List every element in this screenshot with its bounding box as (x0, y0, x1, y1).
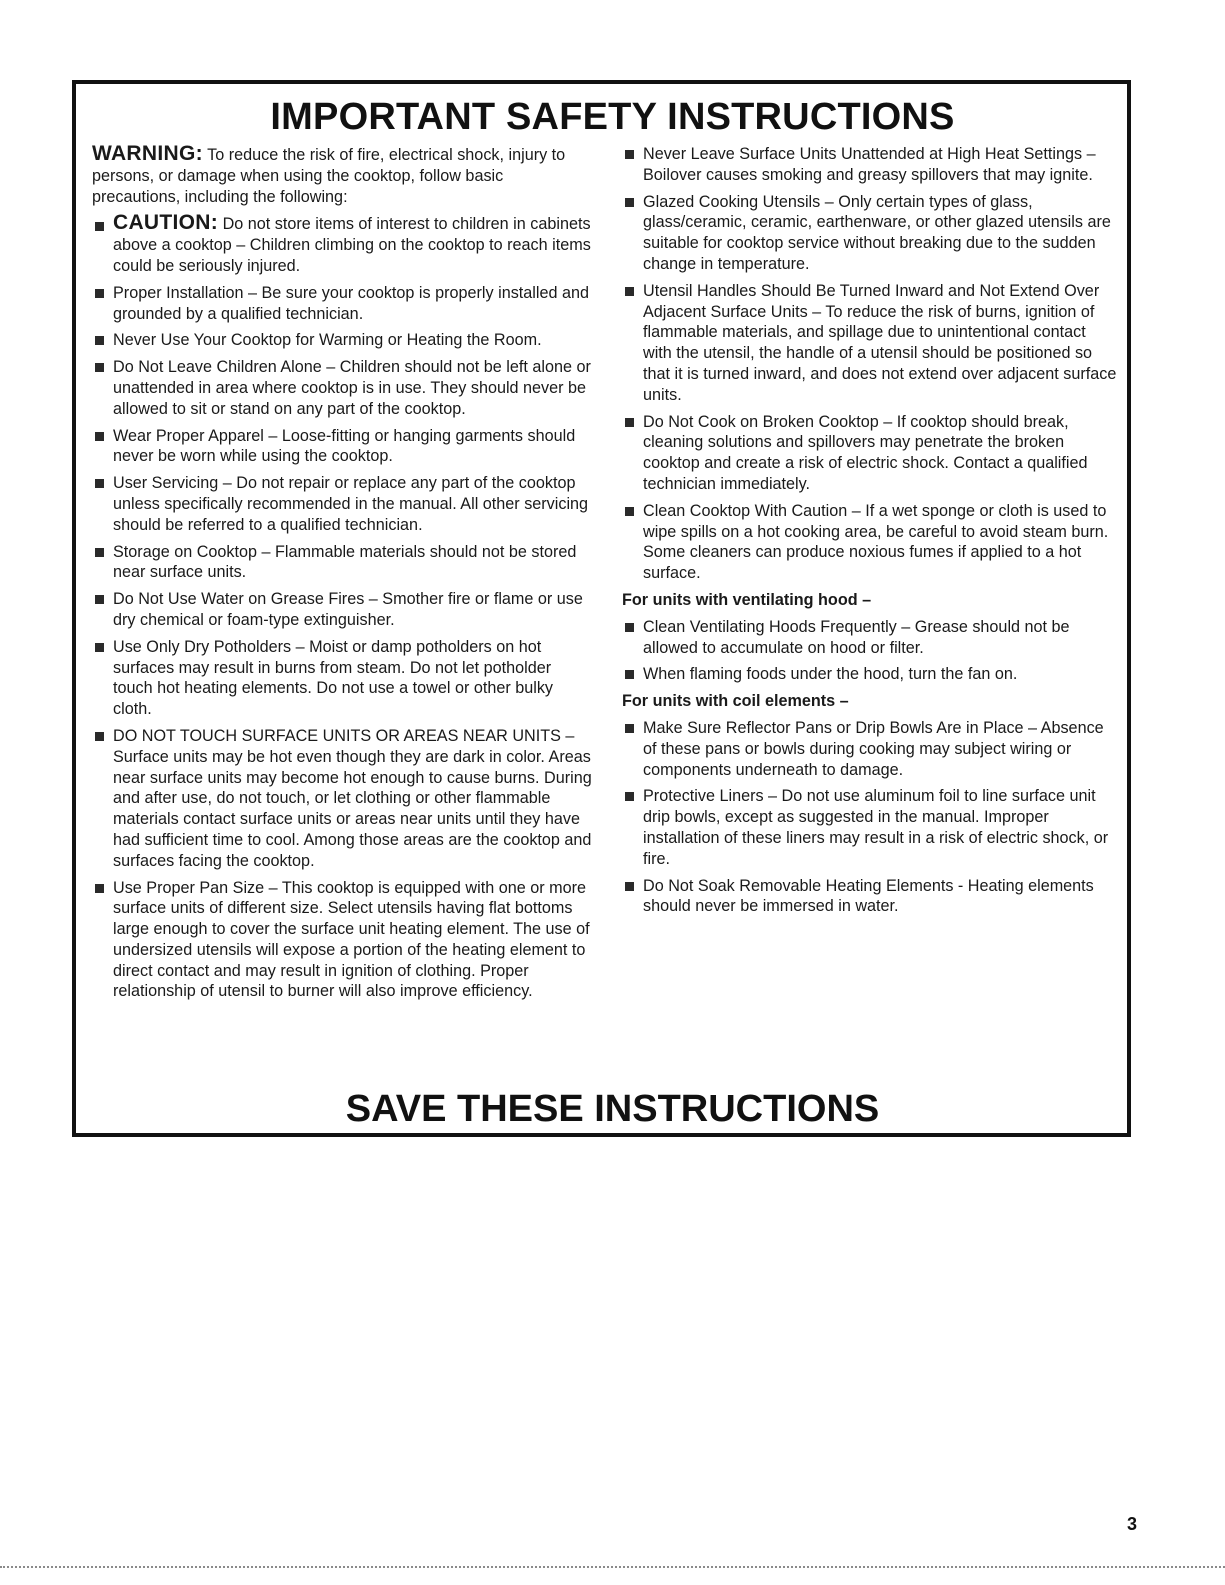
page-number: 3 (1127, 1514, 1138, 1534)
bullet-icon (625, 507, 634, 516)
item-text: Utensil Handles Should Be Turned Inward and Not Extend Over Adjacent Surface Units – To reduce the risk of burns, ignition of flammable materials, and spillage due to unintentional contact with the utensil, the handle of a utensil should be positioned so that it is turned inward, and does not extend over adjacent surface units. (643, 281, 1117, 404)
bullet-icon (95, 595, 104, 604)
bullet-icon (625, 150, 634, 159)
bullet-icon (95, 222, 104, 231)
item-text: Do Not Leave Children Alone – Children should not be left alone or unattended in area where cooktop is in use. They should never be allowed to sit or stand on any part of the cooktop. (113, 358, 591, 418)
list-item (92, 542, 592, 584)
hood-heading: For units with ventilating hood – (622, 590, 872, 609)
item-text: Clean Ventilating Hoods Frequently – Grease should not be allowed to accumulate on hood or filter. (643, 617, 1070, 657)
bullet-icon (625, 623, 634, 632)
list-item (622, 876, 1117, 918)
bullet-icon (95, 732, 104, 741)
left-column (92, 144, 592, 1008)
item-text: Do not store items of interest to children in cabinets above a cooktop – Children climbing on the cooktop to reach items could be seriously injured. (113, 215, 591, 275)
warning-label: WARNING: (92, 142, 203, 165)
bullet-icon (625, 287, 634, 296)
page-edge-divider (0, 1566, 1225, 1568)
item-text: Proper Installation – Be sure your cooktop is properly installed and grounded by a qualified technician. (113, 283, 589, 323)
list-item (92, 726, 592, 872)
list-item (92, 213, 592, 276)
right-instruction-list (622, 144, 1117, 584)
left-instruction-list (92, 213, 592, 1002)
list-item (92, 283, 592, 325)
coil-instruction-list (622, 718, 1117, 917)
list-item (622, 718, 1117, 780)
list-item (622, 786, 1117, 869)
item-text: Wear Proper Apparel – Loose-fitting or hanging garments should never be worn while using the cooktop. (113, 426, 576, 466)
bullet-icon (95, 884, 104, 893)
bullet-icon (95, 432, 104, 441)
item-text: Protective Liners – Do not use aluminum foil to line surface unit drip bowls, except as suggested in the manual. Improper installation of these liners may result in a risk of electric shock, or fire. (643, 787, 1109, 868)
item-text: Never Leave Surface Units Unattended at High Heat Settings – Boilover causes smoking and greasy spillovers that may ignite. (643, 145, 1096, 184)
bullet-icon (95, 336, 104, 345)
page-title: IMPORTANT SAFETY INSTRUCTIONS (270, 96, 955, 138)
bullet-icon (625, 792, 634, 801)
list-item (92, 426, 592, 468)
list-item (92, 589, 592, 631)
bullet-icon (625, 198, 634, 207)
list-item (92, 473, 592, 535)
coil-heading: For units with coil elements – (622, 692, 849, 711)
hood-instruction-list (622, 617, 1117, 685)
item-text: Never Use Your Cooktop for Warming or Heating the Room. (113, 331, 542, 350)
warning-text: To reduce the risk of fire, electrical shock, injury to persons, or damage when using the cooktop, follow basic precautions, including the following: (92, 146, 566, 206)
right-column (622, 144, 1117, 923)
bullet-icon (625, 882, 634, 891)
warning-paragraph (92, 144, 592, 207)
save-instructions-title: SAVE THESE INSTRUCTIONS (345, 1088, 880, 1130)
item-text: Do Not Cook on Broken Cooktop – If cooktop should break, cleaning solutions and spillovers may penetrate the broken cooktop and create a risk of electric shock. Contact a qualified technician immediately. (643, 412, 1088, 493)
list-item (92, 878, 592, 1003)
list-item (92, 330, 592, 351)
bullet-icon (625, 670, 634, 679)
bullet-icon (95, 479, 104, 488)
list-item (622, 281, 1117, 406)
item-text: When flaming foods under the hood, turn the fan on. (643, 665, 1018, 684)
item-text: Do Not Soak Removable Heating Elements - Heating elements should never be immersed in water. (643, 876, 1094, 916)
item-text: User Servicing – Do not repair or replace any part of the cooktop unless specifically recommended in the manual. All other servicing should be referred to a qualified technician. (113, 474, 589, 534)
bullet-icon (625, 418, 634, 427)
item-text: DO NOT TOUCH SURFACE UNITS OR AREAS NEAR UNITS – Surface units may be hot even though they are dark in color. Areas near surface units may become hot enough to cause burns. During and after use, do not touch, or let clothing or other flammable materials contact surface units or areas near units until they have had sufficient time to cool. Among those areas are the cooktop and surfaces facing the cooktop. (113, 726, 592, 870)
bullet-icon (95, 363, 104, 372)
list-item (92, 357, 592, 419)
list-item (622, 664, 1117, 685)
list-item (622, 144, 1117, 186)
bullet-icon (95, 548, 104, 557)
item-text: Clean Cooktop With Caution – If a wet sponge or cloth is used to wipe spills on a hot cooking area, be careful to avoid steam burn. Some cleaners can produce noxious fumes if applied to a hot surface. (643, 501, 1109, 583)
caution-label: CAUTION: (113, 211, 219, 235)
item-text: Make Sure Reflector Pans or Drip Bowls Are in Place – Absence of these pans or bowls during cooking may subject wiring or components underneath to damage. (643, 718, 1104, 779)
item-text: Storage on Cooktop – Flammable materials should not be stored near surface units. (113, 542, 577, 582)
bullet-icon (95, 643, 104, 652)
list-item (622, 192, 1117, 275)
item-text: Use Only Dry Potholders – Moist or damp potholders on hot surfaces may result in burns from steam. Do not let potholder touch hot heating elements. Do not use a towel or other bulky cloth. (113, 637, 554, 719)
bullet-icon (95, 289, 104, 298)
item-text: Glazed Cooking Utensils – Only certain types of glass, glass/ceramic, ceramic, earthenware, or other glazed utensils are suitable for cooktop service without breaking due to the sudden change in temperature. (643, 192, 1111, 273)
list-item (622, 412, 1117, 495)
list-item (622, 617, 1117, 659)
item-text: Use Proper Pan Size – This cooktop is equipped with one or more surface units of different size. Select utensils having flat bottoms large enough to cover the surface unit heating element. The use of undersized utensils will expose a portion of the heating element to direct contact and may result in ignition of clothing. Proper relationship of utensil to burner will also improve efficiency. (113, 878, 590, 1001)
list-item (92, 637, 592, 720)
item-text: Do Not Use Water on Grease Fires – Smother fire or flame or use dry chemical or foam-type extinguisher. (113, 590, 583, 629)
list-item (622, 501, 1117, 584)
bullet-icon (625, 724, 634, 733)
